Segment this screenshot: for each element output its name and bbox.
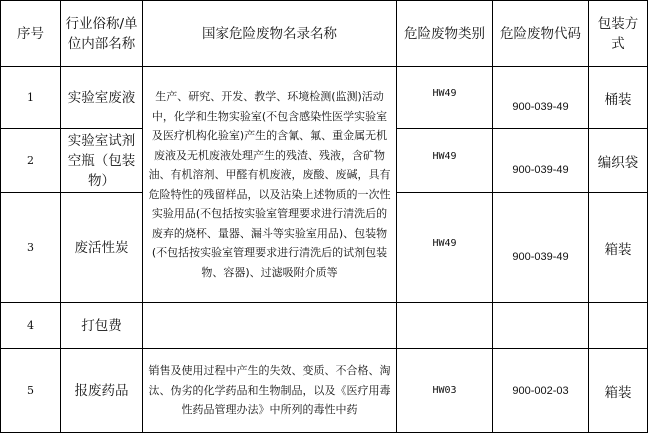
row-seq: 1 <box>1 67 61 129</box>
header-catalog: 国家危险废物名录名称 <box>143 1 397 67</box>
row-category: HW49 <box>397 193 493 303</box>
row-code: 900-039-49 <box>493 129 589 193</box>
row-seq: 3 <box>1 193 61 303</box>
row-code: 900-039-49 <box>493 67 589 129</box>
header-code: 危险废物代码 <box>493 1 589 67</box>
table-row <box>1 349 648 433</box>
row-description <box>143 303 397 349</box>
row-name: 废活性炭 <box>61 193 143 303</box>
row-packaging: 箱装 <box>589 349 648 433</box>
row-seq: 4 <box>1 303 61 349</box>
row-category <box>397 303 493 349</box>
header-name: 行业俗称/单位内部名称 <box>61 1 143 67</box>
row-name: 实验室废液 <box>61 67 143 129</box>
row-category: HW49 <box>397 129 493 193</box>
row-code: 900-002-03 <box>493 349 589 433</box>
row-category: HW03 <box>397 349 493 433</box>
header-packaging: 包装方式 <box>589 1 648 67</box>
table-row <box>1 67 648 129</box>
row-description: 销售及使用过程中产生的失效、变质、不合格、淘汰、伪劣的化学药品和生物制品，以及《医疗用毒性药品管理办法》中所列的毒性中药 <box>143 349 397 433</box>
row-seq: 2 <box>1 129 61 193</box>
row-name: 实验室试剂空瓶（包装物） <box>61 129 143 193</box>
row-name: 报废药品 <box>61 349 143 433</box>
row-packaging: 桶装 <box>589 67 648 129</box>
header-category: 危险废物类别 <box>397 1 493 67</box>
table-row <box>1 303 648 349</box>
row-seq: 5 <box>1 349 61 433</box>
row-name: 打包费 <box>61 303 143 349</box>
header-row <box>1 1 648 67</box>
description-text: 生产、研究、开发、教学、环境检测(监测)活动中，化学和生物实验室(不包含感染性医学实验室及医疗机构化验室)产生的含氰、氟、重金属无机废液及无机废液处理产生的残渣、残液，含矿物油、有机溶剂、甲醛有机废液，废酸、废碱，具有危险特性的残留样品，以及沾染上述物质的一次性实验用品(不包括按实验室管理要求进行清洗后的废弃的烧杯、量器、漏斗等实验室用品)、包装物(不包括按实验室管理要求进行清洗后的试剂包装物、容器)、过滤吸附介质等 <box>148 90 391 279</box>
row-packaging: 编织袋 <box>589 129 648 193</box>
row-description-merged <box>143 67 397 303</box>
row-category: HW49 <box>397 67 493 129</box>
row-packaging <box>589 303 648 349</box>
header-seq: 序号 <box>1 1 61 67</box>
row-code <box>493 303 589 349</box>
row-packaging: 箱装 <box>589 193 648 303</box>
row-code: 900-039-49 <box>493 193 589 303</box>
